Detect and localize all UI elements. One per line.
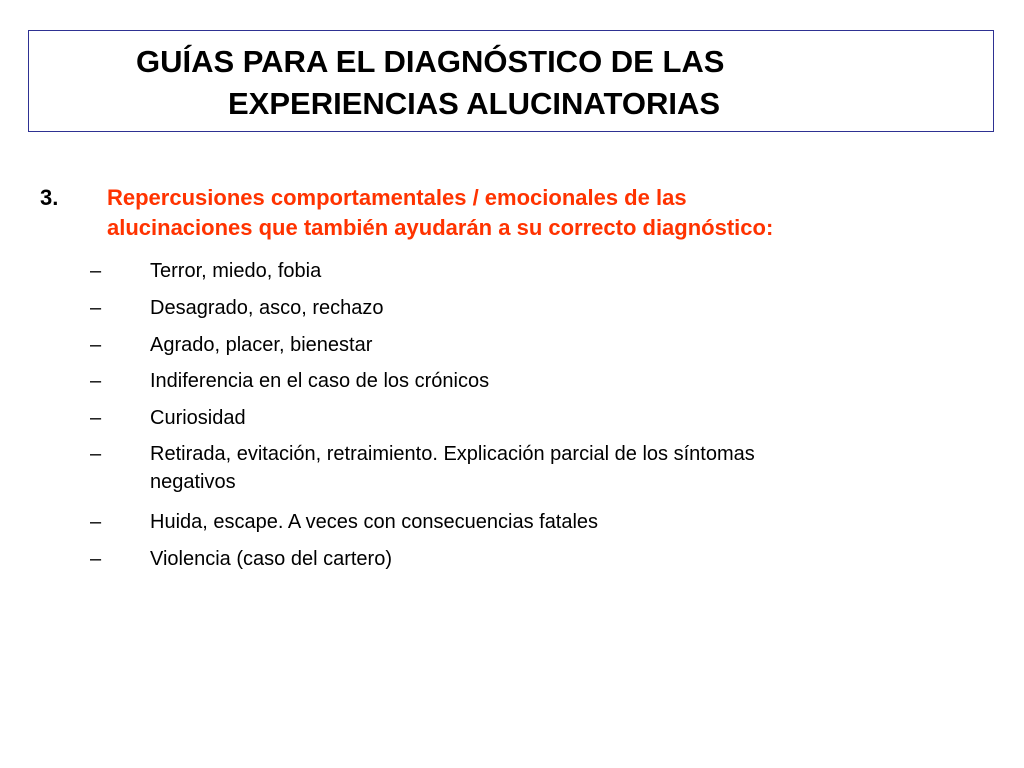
point-heading-line-2: alucinaciones que también ayudarán a su correcto diagnóstico: [107,215,774,240]
bullet-dash: – [90,260,102,282]
bullet-dash: – [90,370,102,392]
list-item-line: Violencia (caso del cartero) [150,548,392,570]
list-item-text [150,294,940,322]
slide-title-line-2: EXPERIENCIAS ALUCINATORIAS [228,86,721,121]
bullet-dash: – [90,443,102,465]
bullet-dash: – [90,297,102,319]
bullet-dash: – [90,334,102,356]
point-number: 3. [40,185,59,210]
list-item-line: Huida, escape. A veces con consecuencias fatales [150,511,599,533]
list-item-line: negativos [150,471,236,493]
bullet-dash: – [90,548,102,570]
list-item-text [150,257,940,285]
list-item-line: Agrado, placer, bienestar [150,334,373,356]
list-item-text [150,404,940,432]
slide-title-line-1: GUÍAS PARA EL DIAGNÓSTICO DE LAS [136,44,725,79]
list-item-text [150,367,940,395]
list-item-line: Desagrado, asco, rechazo [150,297,384,319]
list-item-text [150,440,940,496]
point-heading-line-1: Repercusiones comportamentales / emocionales de las [107,185,687,210]
list-item-line: Indiferencia en el caso de los crónicos [150,370,490,392]
list-item-line: Retirada, evitación, retraimiento. Explicación parcial de los síntomas [150,443,755,465]
list-item-line: Terror, miedo, fobia [150,260,322,282]
list-item-text [150,545,940,573]
list-item-text [150,331,940,359]
bullet-dash: – [90,511,102,533]
list-item-text [150,508,940,536]
list-item-line: Curiosidad [150,407,246,429]
bullet-dash: – [90,407,102,429]
